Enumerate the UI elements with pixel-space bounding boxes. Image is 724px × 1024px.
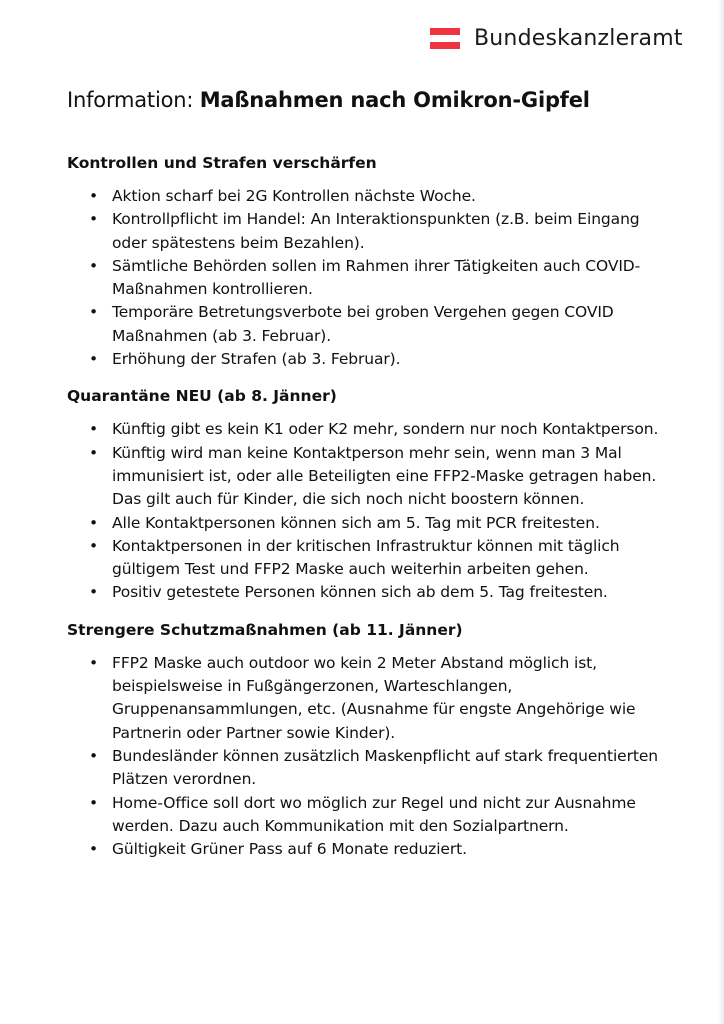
list-item-text: Gültigkeit Grüner Pass auf 6 Monate reduziert.: [112, 840, 467, 859]
list-item: [67, 535, 667, 582]
list-item: [67, 838, 667, 861]
bullet-list: [67, 418, 667, 604]
list-item-text: Künftig gibt es kein K1 oder K2 mehr, sondern nur noch Kontaktperson.: [112, 420, 659, 439]
list-item-text: Künftig wird man keine Kontaktperson mehr sein, wenn man 3 Mal immunisiert ist, oder alle Beteiligten eine FFP2-Maske getragen haben. Das gilt auch für Kinder, die sich noch nicht boostern können.: [112, 443, 657, 509]
bullet-icon: •: [89, 187, 99, 205]
bullet-icon: •: [89, 256, 99, 275]
list-item: [67, 512, 667, 535]
section-heading: Kontrollen und Strafen verschärfen: [67, 154, 377, 172]
title-main: Maßnahmen nach Omikron-Gipfel: [199, 88, 590, 112]
section-heading: Strengere Schutzmaßnahmen (ab 11. Jänner): [67, 620, 463, 639]
list-item: [67, 418, 667, 441]
section-schutzmassnahmen: [67, 620, 667, 862]
bullet-icon: •: [89, 420, 99, 439]
list-item: [67, 792, 667, 839]
list-item-text: FFP2 Maske auch outdoor wo kein 2 Meter Abstand möglich ist, beispielsweise in Fußgängerzonen, Warteschlangen, Gruppenansammlungen, etc. (Ausnahme für engste Angehörige wie Partnerin oder Partner sowie Kinder).: [112, 653, 636, 742]
bullet-list: [67, 185, 667, 371]
list-item: [67, 348, 667, 371]
bullet-list: [67, 652, 667, 862]
bullet-icon: •: [89, 443, 99, 462]
page-title: [67, 88, 590, 112]
bullet-icon: •: [89, 536, 99, 555]
flag-stripe-bottom: [430, 42, 460, 49]
list-item: [67, 442, 667, 512]
bullet-icon: •: [89, 583, 99, 602]
bundeskanzleramt-logo: [430, 26, 683, 51]
document-body: [67, 153, 667, 861]
logo-text: Bundeskanzleramt: [474, 26, 683, 51]
list-item: [67, 185, 667, 208]
list-item-text: Erhöhung der Strafen (ab 3. Februar).: [112, 350, 401, 369]
list-item: [67, 301, 667, 348]
list-item-text: Aktion scharf bei 2G Kontrollen nächste Woche.: [112, 187, 476, 205]
bullet-icon: •: [89, 210, 99, 229]
list-item-text: Home-Office soll dort wo möglich zur Regel und nicht zur Ausnahme werden. Dazu auch Kommunikation mit den Sozialpartnern.: [112, 793, 636, 835]
section-heading: Quarantäne NEU (ab 8. Jänner): [67, 387, 337, 406]
list-item: [67, 255, 667, 302]
page-edge-shadow: [718, 0, 724, 1024]
bullet-icon: •: [89, 653, 99, 672]
list-item-text: Alle Kontaktpersonen können sich am 5. Tag mit PCR freitesten.: [112, 513, 600, 532]
list-item: [67, 652, 667, 745]
bullet-icon: •: [89, 513, 99, 532]
flag-stripe-middle: [430, 35, 460, 42]
title-prefix: Information:: [67, 88, 200, 112]
list-item-text: Kontrollpflicht im Handel: An Interaktionspunkten (z.B. beim Eingang oder spätestens beim Bezahlen).: [112, 210, 640, 252]
bullet-icon: •: [89, 303, 99, 322]
list-item-text: Kontaktpersonen in der kritischen Infrastruktur können mit täglich gültigem Test und FFP2 Maske auch weiterhin arbeiten gehen.: [112, 536, 620, 579]
section-kontrollen: [67, 153, 667, 371]
list-item: [67, 745, 667, 792]
austrian-flag-icon: [430, 28, 460, 49]
bullet-icon: •: [89, 840, 99, 859]
bullet-icon: •: [89, 350, 99, 369]
flag-stripe-top: [430, 28, 460, 35]
list-item-text: Temporäre Betretungsverbote bei groben Vergehen gegen COVID Maßnahmen (ab 3. Februar).: [112, 303, 614, 345]
section-quarantaene: [67, 386, 667, 604]
list-item-text: Positiv getestete Personen können sich ab dem 5. Tag freitesten.: [112, 583, 608, 602]
bullet-icon: •: [89, 793, 99, 812]
list-item-text: Bundesländer können zusätzlich Maskenpflicht auf stark frequentierten Plätzen verordnen.: [112, 746, 659, 789]
list-item: [67, 581, 667, 604]
bullet-icon: •: [89, 746, 99, 765]
list-item: [67, 208, 667, 255]
list-item-text: Sämtliche Behörden sollen im Rahmen ihrer Tätigkeiten auch COVID-Maßnahmen kontrollieren.: [112, 256, 641, 299]
